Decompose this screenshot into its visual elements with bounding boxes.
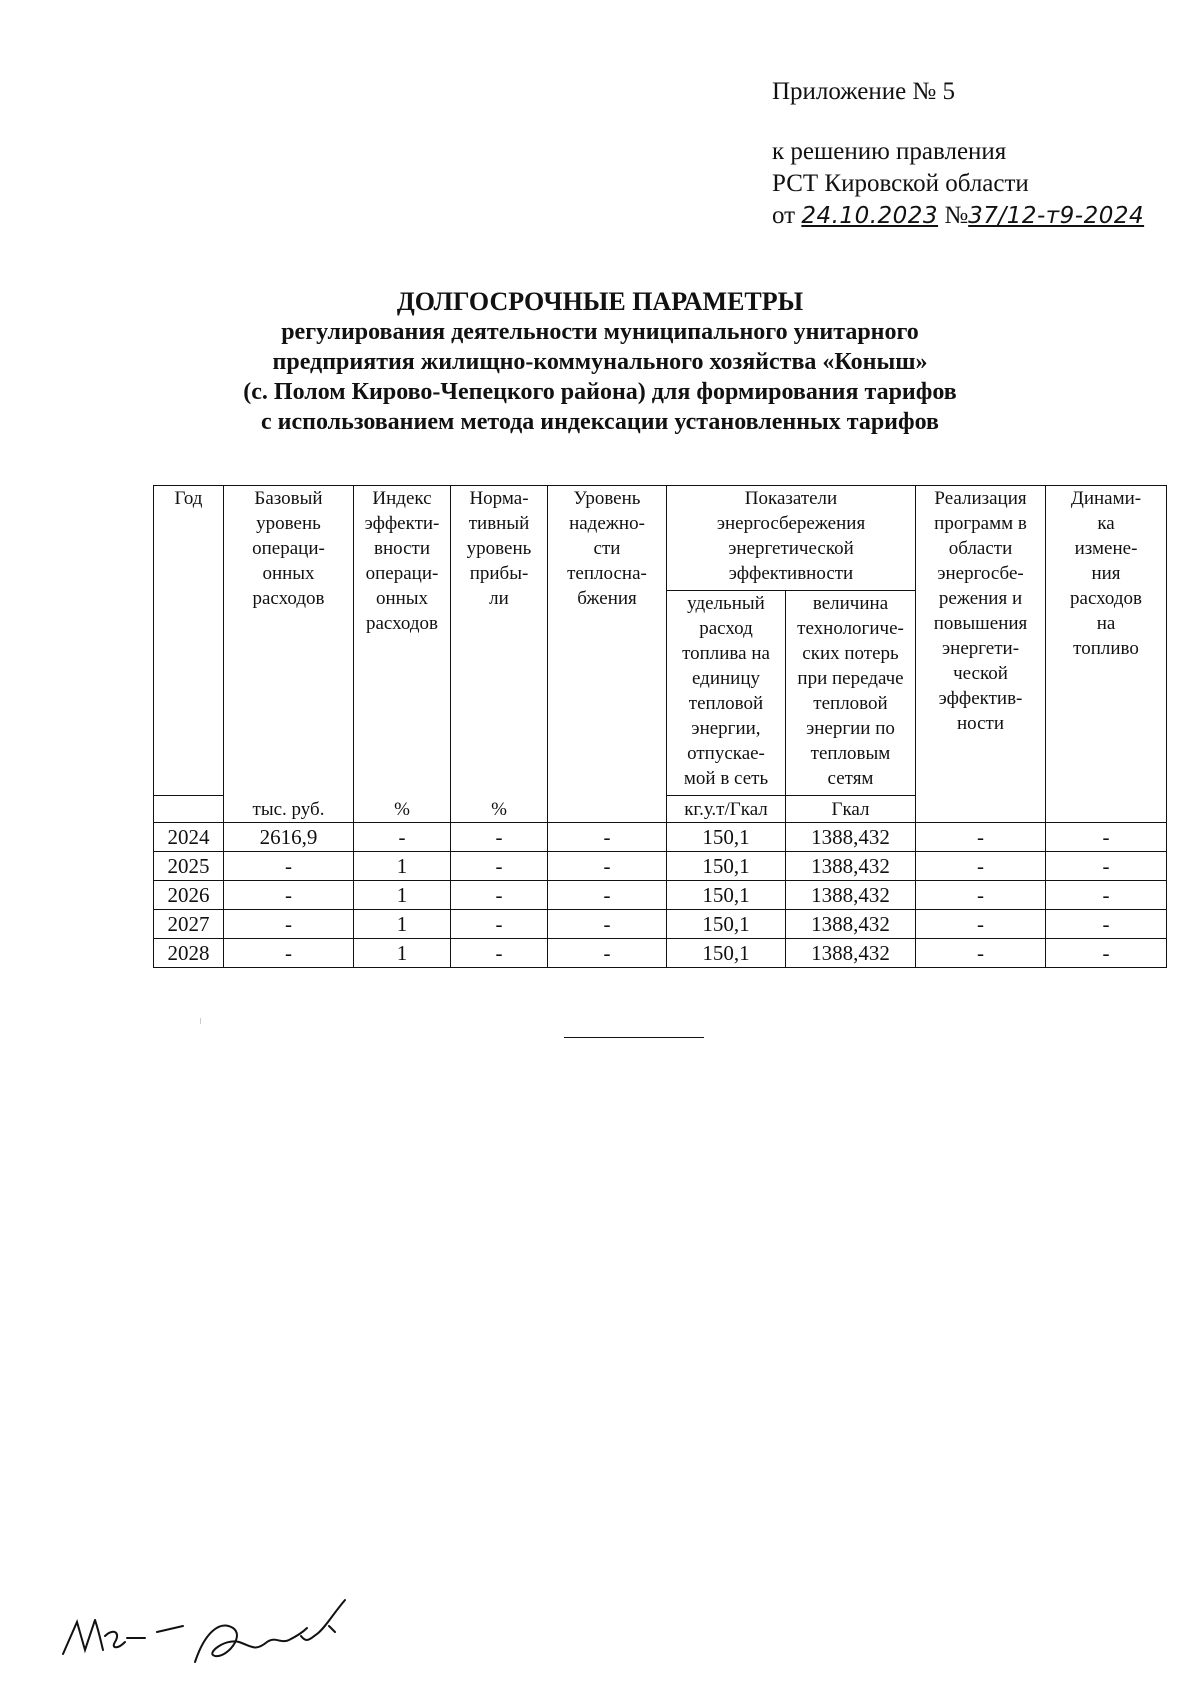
heading-line: регулирования деятельности муниципального унитарного [281,319,919,345]
cell-index: 1 [354,939,451,968]
header-text-line: эффектив- [938,688,1023,709]
header-fuel-dynamics [1046,486,1167,823]
header-text-line: энергосбережения [716,513,866,534]
parameters-table [153,485,1167,968]
cell-dynamics: - [1046,852,1167,881]
signature-image [55,1592,385,1672]
header-text-line: эффекти- [364,513,440,534]
header-text-line: расходов [1070,588,1142,609]
cell-year: 2026 [154,881,224,910]
header-text-line: ния [1091,563,1121,584]
cell-index: 1 [354,852,451,881]
header-text-line: тепловой [688,693,764,714]
heading-line: (с. Полом Кирово-Чепецкого района) для формирования тарифов [243,379,957,405]
header-text-line: тепловой [813,693,888,714]
header-text-line: расходов [252,588,325,609]
cell-base: 2616,9 [224,823,354,852]
header-text-line: уровень [466,538,532,559]
cell-year: 2024 [154,823,224,852]
cell-base: - [224,910,354,939]
header-text-line: ности [956,713,1005,734]
header-text-line: сетям [827,768,874,789]
header-text-line: расходов [366,613,438,634]
header-text-line: надежно- [569,513,645,534]
header-text-line: измене- [1074,538,1138,559]
cell-losses: 1388,432 [786,823,916,852]
heading-line: предприятия жилищно-коммунального хозяйства «Коныш» [272,349,928,375]
table-row [154,910,1167,939]
header-text-line: повышения [933,613,1028,634]
cell-year: 2025 [154,852,224,881]
header-text-line: тепловым [810,743,891,764]
cell-base: - [224,939,354,968]
decision-number: 37/12-т9-2024 [968,203,1145,229]
unit-efficiency-index: % [354,796,451,823]
decision-date: 24.10.2023 [801,203,939,229]
number-prefix: № [944,202,969,229]
header-text-line: бжения [577,588,637,609]
cell-index: 1 [354,910,451,939]
unit-heat-losses: Гкал [786,796,916,823]
cell-fuel: 150,1 [667,939,786,968]
cell-reliability: - [548,939,667,968]
header-text-line: сти [593,538,621,559]
header-text-line: уровень [256,513,321,534]
appendix-line-2: РСТ Кировской области [772,170,1029,197]
cell-reliability: - [548,852,667,881]
cell-norm: - [451,910,548,939]
cell-fuel: 150,1 [667,881,786,910]
header-specific-fuel [667,591,786,796]
scan-speck [200,1018,201,1024]
header-text-line: теплосна- [567,563,647,584]
header-text-line: Уровень [573,488,641,509]
cell-norm: - [451,939,548,968]
cell-index: - [354,823,451,852]
header-text-line: Динами- [1070,488,1142,509]
header-energy-programs [916,486,1046,823]
cell-index: 1 [354,881,451,910]
header-text-line: технологиче- [797,618,904,639]
header-text-line: энергетической [728,538,854,559]
cell-norm: - [451,852,548,881]
header-text-line: при передаче [797,668,904,689]
header-text-line: онных [375,588,429,609]
table-row [154,852,1167,881]
cell-year: 2027 [154,910,224,939]
cell-base: - [224,881,354,910]
cell-fuel: 150,1 [667,910,786,939]
header-text-line: Показатели [744,488,838,509]
header-text-line: Норма- [469,488,529,509]
header-text-line: Реализация [934,488,1027,509]
header-text-line: прибы- [469,563,529,584]
cell-programs: - [916,823,1046,852]
cell-losses: 1388,432 [786,881,916,910]
cell-dynamics: - [1046,939,1167,968]
header-reliability [548,486,667,823]
header-text-line: величина [812,593,889,614]
header-text-line: мой в сеть [683,768,769,789]
date-prefix: от [772,202,796,229]
header-text-line: режения и [938,588,1023,609]
cell-fuel: 150,1 [667,823,786,852]
header-text-line: топлива на [682,643,770,664]
cell-reliability: - [548,910,667,939]
header-text-line: эффективности [728,563,854,584]
appendix-block [772,76,1144,232]
table-row [154,823,1167,852]
unit-normative-profit: % [451,796,548,823]
cell-losses: 1388,432 [786,852,916,881]
header-text-line: вности [373,538,431,559]
appendix-date-line [772,200,1144,232]
header-text-line: энергети- [942,638,1020,659]
header-text-line: удельный [687,593,765,614]
header-year [154,486,224,796]
table-row [154,881,1167,910]
header-text-line: Индекс [372,488,432,509]
cell-dynamics: - [1046,823,1167,852]
cell-programs: - [916,939,1046,968]
header-text-line: тивный [468,513,530,534]
table-row [154,939,1167,968]
unit-specific-fuel: кг.у.т/Гкал [667,796,786,823]
header-text-line: программ в [934,513,1027,534]
header-text-line: энергии по [806,718,895,739]
header-text-line: расход [699,618,753,639]
header-text-line: ка [1097,513,1115,534]
cell-programs: - [916,881,1046,910]
header-normative-profit [451,486,548,796]
cell-norm: - [451,881,548,910]
cell-programs: - [916,852,1046,881]
table-body [154,823,1167,968]
header-heat-losses [786,591,916,796]
cell-programs: - [916,910,1046,939]
unit-base-opex: тыс. руб. [224,796,354,823]
cell-fuel: 150,1 [667,852,786,881]
heading-line: с использованием метода индексации установленных тарифов [261,409,939,435]
header-text-line: операци- [252,538,325,559]
header-text-line: энергии, [691,718,761,739]
header-text-line: Год [174,488,203,509]
cell-norm: - [451,823,548,852]
header-base-opex [224,486,354,796]
appendix-line-1: к решению правления [772,138,1007,165]
cell-reliability: - [548,823,667,852]
header-text-line: топливо [1073,638,1139,659]
header-text-line: Базовый [254,488,323,509]
header-text-line: энергосбе- [937,563,1024,584]
header-energy-indicators [667,486,916,591]
unit-year [154,796,224,823]
cell-base: - [224,852,354,881]
cell-year: 2028 [154,939,224,968]
header-text-line: операци- [365,563,439,584]
header-text-line: области [948,538,1013,559]
cell-losses: 1388,432 [786,910,916,939]
cell-losses: 1388,432 [786,939,916,968]
header-text-line: ли [489,588,509,609]
header-text-line: отпускае- [687,743,765,764]
heading-main: ДОЛГОСРОЧНЫЕ ПАРАМЕТРЫ [396,287,804,316]
appendix-title: Приложение № 5 [772,78,956,105]
header-text-line: ских потерь [802,643,899,664]
end-divider [564,1037,704,1038]
header-text-line: онных [262,563,315,584]
cell-dynamics: - [1046,910,1167,939]
cell-reliability: - [548,881,667,910]
header-text-line: единицу [691,668,761,689]
header-text-line: ческой [953,663,1008,684]
cell-dynamics: - [1046,881,1167,910]
header-text-line: на [1096,613,1116,634]
header-efficiency-index [354,486,451,796]
document-heading [150,287,1050,437]
